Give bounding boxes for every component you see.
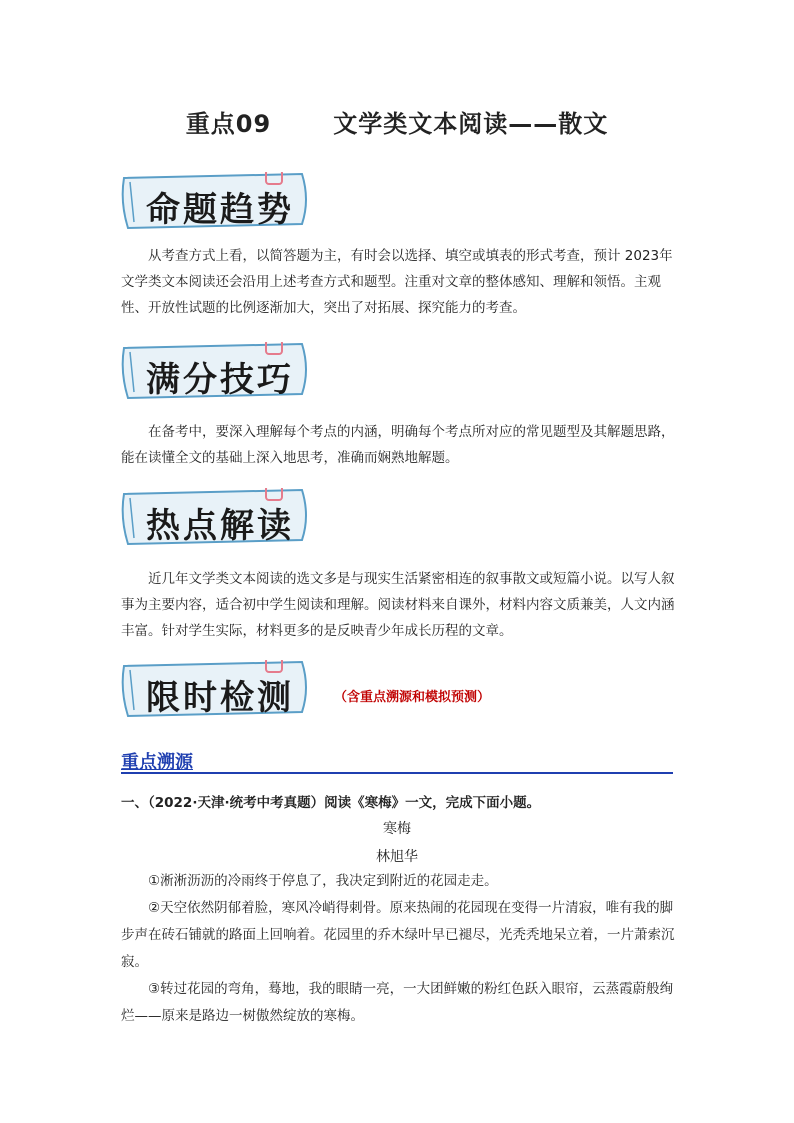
banner-trend-label: 命题趋势 (146, 190, 294, 230)
source-heading-text: 重点溯源 (121, 752, 193, 773)
source-section-heading (121, 748, 673, 774)
article-author: 林旭华 (376, 849, 418, 865)
title-right: 文学类文本阅读——散文 (333, 110, 609, 138)
banner-skills (120, 342, 308, 400)
article-paragraph-1: ①淅淅沥沥的冷雨终于停息了，我决定到附近的花园走走。 (148, 873, 498, 889)
test-note: （含重点溯源和模拟预测） (334, 690, 491, 705)
banner-skills-label: 满分技巧 (146, 360, 294, 400)
trend-paragraph: 从考查方式上看，以简答题为主，有时会以选择、填空或填表的形式考查，预计 2023年文学类文本阅读还会沿用上述考查方式和题型。注重对文章的整体感知、理解和领悟。主观性、开放性试题的比例逐渐加大，突出了对拓展、探究能力的考查。 (121, 248, 673, 316)
banner-test-label: 限时检测 (146, 678, 294, 718)
banner-hotspot (120, 488, 308, 546)
question-prompt: 一、（2022·天津·统考中考真题）阅读《寒梅》一文，完成下面小题。 (121, 795, 541, 811)
article-title: 寒梅 (383, 821, 411, 837)
banner-test (120, 660, 308, 718)
hotspot-paragraph: 近几年文学类文本阅读的选文多是与现实生活紧密相连的叙事散文或短篇小说。以写人叙事为主要内容，适合初中学生阅读和理解。阅读材料来自课外，材料内容文质兼美，人文内涵丰富。针对学生实际，材料更多的是反映青少年成长历程的文章。 (121, 571, 675, 639)
banner-trend (120, 172, 308, 230)
page-title (0, 104, 794, 139)
article-paragraph-3: ③转过花园的弯角，蓦地，我的眼睛一亮，一大团鲜嫩的粉红色跃入眼帘，云蒸霞蔚般绚烂——原来是路边一树傲然绽放的寒梅。 (121, 981, 674, 1024)
skills-paragraph: 在备考中，要深入理解每个考点的内涵，明确每个考点所对应的常见题型及其解题思路，能在读懂全文的基础上深入地思考，准确而娴熟地解题。 (121, 424, 675, 466)
banner-hotspot-label: 热点解读 (146, 506, 294, 546)
article-paragraph-2: ②天空依然阴郁着脸，寒风冷峭得刺骨。原来热闹的花园现在变得一片清寂，唯有我的脚步声在砖石铺就的路面上回响着。花园里的乔木绿叶早已褪尽，光秃秃地呆立着，一片萧索沉寂。 (121, 900, 675, 970)
title-left: 重点09 (185, 110, 272, 138)
